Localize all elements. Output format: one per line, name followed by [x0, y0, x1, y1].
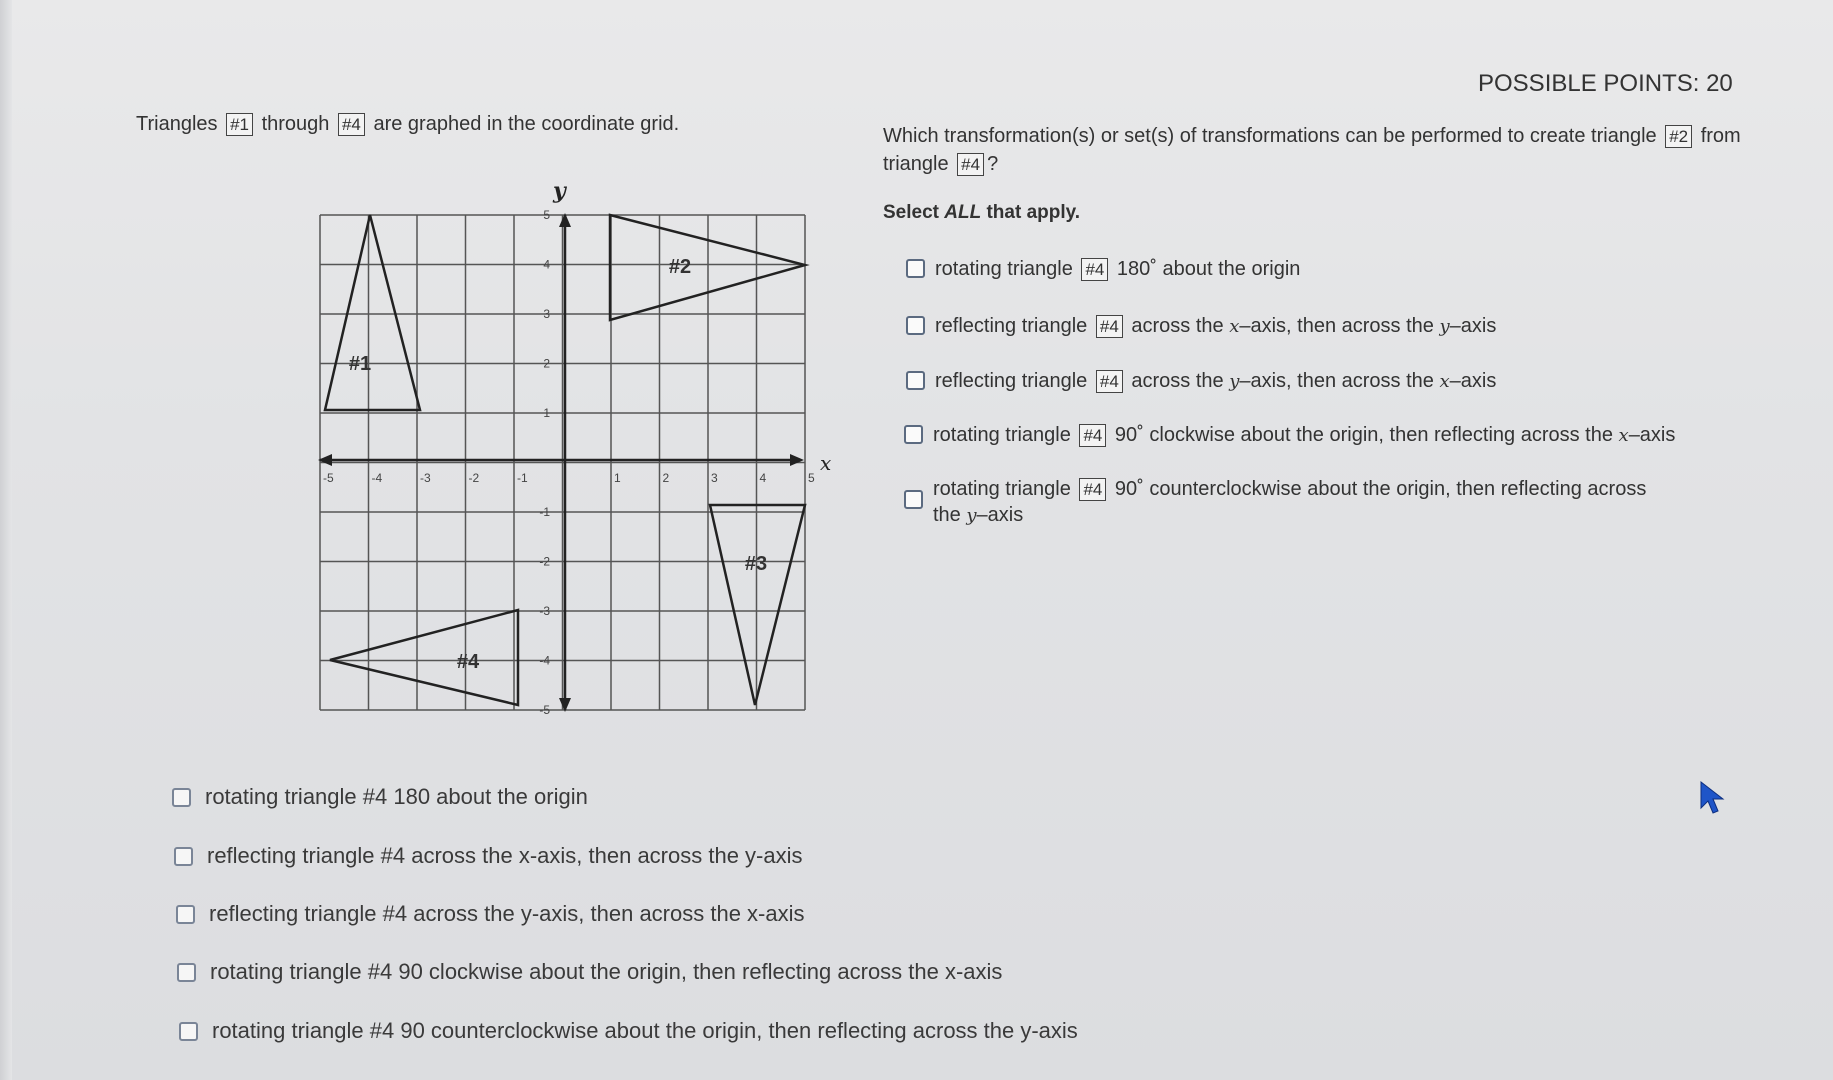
option-text: 90˚ counterclockwise about the origin, then reflecting across the — [933, 478, 1647, 526]
answer-option-4-label — [933, 422, 1675, 449]
instruction-emphasis: ALL — [944, 202, 982, 223]
question-box-1: #2 — [1665, 125, 1692, 148]
x-tick-label: -3 — [420, 471, 431, 485]
y-tick-label: -1 — [539, 505, 550, 519]
bottom-option-4-label: rotating triangle #4 90 clockwise about the origin, then reflecting across the x-axis — [210, 959, 1003, 984]
bottom-option-2-label: reflecting triangle #4 across the x-axis, then across the y-axis — [207, 843, 803, 868]
triangle-4 — [330, 610, 518, 705]
option-text: rotating triangle — [933, 478, 1071, 500]
question-text-2: from triangle — [883, 125, 1741, 175]
option-variable: y — [1229, 371, 1240, 392]
option-text: reflecting triangle — [935, 370, 1088, 392]
x-tick-label: 3 — [711, 471, 718, 485]
checkbox[interactable] — [906, 371, 925, 390]
bottom-option-1[interactable] — [172, 784, 588, 810]
bottom-option-5-label: rotating triangle #4 90 counterclockwise about the origin, then reflecting across the y-axis — [212, 1018, 1078, 1043]
answer-option-5[interactable] — [904, 476, 1673, 529]
checkbox[interactable] — [904, 425, 923, 444]
x-tick-label: 5 — [808, 471, 815, 485]
answer-option-2-label — [935, 313, 1496, 340]
mouse-cursor-icon — [1699, 780, 1725, 816]
checkbox[interactable] — [904, 490, 923, 509]
option-variable: x — [1618, 425, 1629, 446]
checkbox[interactable] — [179, 1022, 198, 1041]
checkbox[interactable] — [906, 259, 925, 278]
option-variable: x — [1229, 316, 1240, 337]
bottom-option-5[interactable] — [179, 1018, 1078, 1044]
option-box: #4 — [1096, 370, 1123, 393]
triangle-4-label: #4 — [456, 651, 480, 673]
answer-option-3-label — [935, 368, 1496, 395]
question-text-1: Which transformation(s) or set(s) of transformations can be performed to create triangle — [883, 125, 1657, 147]
answer-option-3[interactable] — [906, 368, 1496, 395]
option-text: 180˚ about the origin — [1116, 258, 1301, 280]
checkbox[interactable] — [176, 905, 195, 924]
y-tick-label: 4 — [543, 257, 550, 272]
option-text: reflecting triangle — [935, 315, 1088, 337]
option-box: #4 — [1081, 258, 1108, 281]
question-stem — [136, 113, 679, 136]
page-edge — [0, 0, 12, 1080]
triangle-1-label: #1 — [348, 353, 372, 375]
bottom-option-2[interactable] — [174, 843, 803, 869]
x-tick-label: 4 — [759, 471, 767, 485]
triangle-3 — [710, 505, 805, 705]
option-text: 90˚ clockwise about the origin, then reflecting across the — [1114, 424, 1613, 446]
option-variable: y — [966, 505, 977, 526]
x-tick-label: 1 — [614, 471, 621, 485]
x-tick-label: -1 — [517, 471, 528, 485]
checkbox[interactable] — [174, 847, 193, 866]
question-text — [883, 122, 1743, 178]
y-tick-label: 3 — [543, 307, 550, 321]
x-tick-label: -2 — [468, 471, 480, 485]
option-box: #4 — [1079, 424, 1106, 447]
option-text: –axis — [1449, 370, 1497, 392]
option-text: across the — [1131, 315, 1224, 337]
possible-points: POSSIBLE POINTS: 20 — [1478, 70, 1733, 97]
x-axis-arrow-right — [790, 454, 804, 466]
option-text: –axis — [976, 504, 1024, 526]
y-tick-label: 1 — [543, 406, 550, 420]
option-box: #4 — [1079, 478, 1106, 501]
stem-text-2: through — [261, 113, 330, 135]
option-text: –axis, then across the — [1239, 315, 1434, 337]
y-tick-label: 5 — [543, 208, 550, 222]
option-variable: y — [1439, 316, 1450, 337]
triangle-3-label: #3 — [744, 553, 768, 575]
bottom-option-4[interactable] — [177, 959, 1002, 985]
y-tick-label: 2 — [543, 356, 550, 371]
option-text: across the — [1131, 370, 1224, 392]
checkbox[interactable] — [172, 788, 191, 807]
checkbox[interactable] — [177, 963, 196, 982]
option-variable: x — [1439, 371, 1450, 392]
option-text: –axis — [1449, 315, 1497, 337]
triangle-2-label: #2 — [668, 256, 692, 278]
question-text-3: ? — [987, 153, 999, 175]
instruction-text-1: Select — [883, 202, 939, 223]
stem-box-2: #4 — [338, 113, 365, 136]
y-axis-label: y — [553, 178, 566, 204]
stem-text-1: Triangles — [136, 113, 218, 135]
x-tick-label: 2 — [662, 471, 670, 485]
answer-option-4[interactable] — [904, 422, 1675, 449]
stem-box-1: #1 — [226, 113, 253, 136]
bottom-option-3-label: reflecting triangle #4 across the y-axis, then across the x-axis — [209, 901, 805, 926]
grid-lines — [320, 215, 805, 710]
answer-option-1-label — [935, 256, 1300, 282]
instruction-text-2: that apply. — [986, 202, 1081, 223]
option-text: rotating triangle — [935, 258, 1073, 280]
y-tick-label: -4 — [539, 653, 550, 668]
option-text: –axis — [1628, 424, 1676, 446]
bottom-option-3[interactable] — [176, 901, 805, 927]
coordinate-grid — [300, 170, 860, 730]
y-tick-label: -3 — [539, 604, 550, 618]
x-tick-label: -5 — [323, 471, 334, 485]
triangle-1 — [325, 215, 420, 410]
stem-text-3: are graphed in the coordinate grid. — [373, 113, 680, 135]
answer-option-2[interactable] — [906, 313, 1496, 340]
y-tick-label: -2 — [539, 554, 550, 569]
question-box-2: #4 — [957, 153, 984, 176]
answer-option-5-label — [933, 476, 1673, 529]
checkbox[interactable] — [906, 316, 925, 335]
answer-option-1[interactable] — [906, 256, 1300, 282]
y-tick-label: -5 — [539, 703, 550, 717]
option-text: rotating triangle — [933, 424, 1071, 446]
option-text: –axis, then across the — [1239, 370, 1434, 392]
select-all-instruction — [883, 202, 1080, 224]
x-tick-label: -4 — [371, 471, 383, 485]
option-box: #4 — [1096, 315, 1123, 338]
bottom-option-1-label: rotating triangle #4 180 about the origin — [205, 784, 588, 809]
x-axis-label: x — [820, 451, 832, 475]
